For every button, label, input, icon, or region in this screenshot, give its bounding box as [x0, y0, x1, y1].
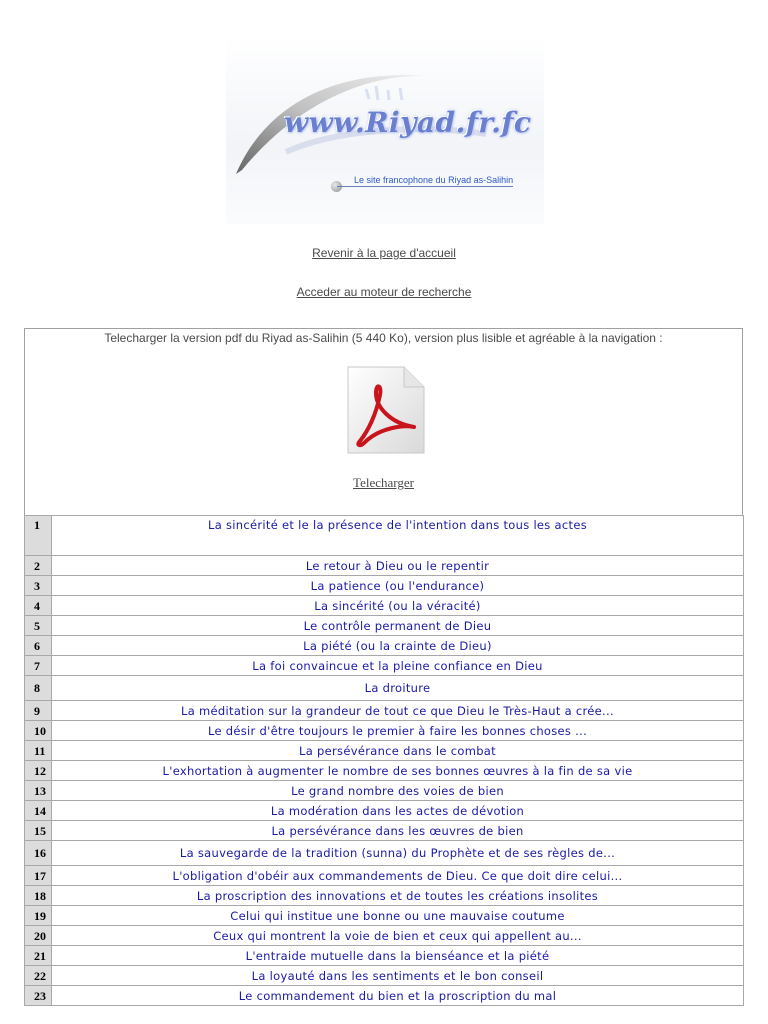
chapter-link[interactable]: La foi convaincue et la pleine confiance en Dieu — [52, 656, 744, 676]
chapter-link[interactable]: La méditation sur la grandeur de tout ce que Dieu le Très-Haut a crée... — [52, 701, 744, 721]
table-row — [25, 516, 744, 556]
chapter-link[interactable]: La droiture — [52, 676, 744, 701]
chapter-link[interactable]: Le désir d'être toujours le premier à faire les bonnes choses ... — [52, 721, 744, 741]
table-row — [25, 721, 744, 741]
chapter-number: 12 — [25, 761, 52, 781]
download-link[interactable]: Telecharger — [353, 475, 414, 490]
chapter-number: 11 — [25, 741, 52, 761]
site-tagline: Le site francophone du Riyad as-Salihin — [354, 175, 514, 185]
table-row — [25, 906, 744, 926]
pdf-icon[interactable] — [346, 365, 426, 457]
chapter-link[interactable]: Celui qui institue une bonne ou une mauvaise coutume — [52, 906, 744, 926]
chapter-number: 22 — [25, 966, 52, 986]
chapter-number: 18 — [25, 886, 52, 906]
chapter-link[interactable]: Ceux qui montrent la voie de bien et ceux qui appellent au... — [52, 926, 744, 946]
table-row — [25, 966, 744, 986]
table-row — [25, 596, 744, 616]
chapter-number: 17 — [25, 866, 52, 886]
chapter-link[interactable]: La persévérance dans le combat — [52, 741, 744, 761]
chapter-link[interactable]: La modération dans les actes de dévotion — [52, 801, 744, 821]
table-row — [25, 556, 744, 576]
table-row — [25, 866, 744, 886]
chapter-number: 16 — [25, 841, 52, 866]
chapter-number: 7 — [25, 656, 52, 676]
chapter-number: 13 — [25, 781, 52, 801]
table-row — [25, 656, 744, 676]
chapters-table — [24, 515, 744, 1006]
chapter-link[interactable]: L'entraide mutuelle dans la bienséance et la piété — [52, 946, 744, 966]
chapter-link[interactable]: La sincérité et le la présence de l'intention dans tous les actes — [52, 516, 744, 556]
chapter-link[interactable]: L'exhortation à augmenter le nombre de ses bonnes œuvres à la fin de sa vie — [52, 761, 744, 781]
table-row — [25, 676, 744, 701]
table-row — [25, 986, 744, 1006]
chapter-number: 2 — [25, 556, 52, 576]
table-row — [25, 761, 744, 781]
table-row — [25, 781, 744, 801]
chapter-link[interactable]: L'obligation d'obéir aux commandements de Dieu. Ce que doit dire celui... — [52, 866, 744, 886]
table-row — [25, 636, 744, 656]
table-row — [25, 841, 744, 866]
chapter-number: 20 — [25, 926, 52, 946]
home-link[interactable]: Revenir à la page d'accueil — [312, 246, 456, 260]
chapter-link[interactable]: Le contrôle permanent de Dieu — [52, 616, 744, 636]
chapter-number: 21 — [25, 946, 52, 966]
table-row — [25, 946, 744, 966]
site-banner — [226, 34, 544, 224]
table-row — [25, 741, 744, 761]
chapter-link[interactable]: Le retour à Dieu ou le repentir — [52, 556, 744, 576]
chapter-number: 10 — [25, 721, 52, 741]
chapter-number: 15 — [25, 821, 52, 841]
chapter-number: 14 — [25, 801, 52, 821]
table-row — [25, 701, 744, 721]
table-row — [25, 886, 744, 906]
chapter-link[interactable]: La proscription des innovations et de toutes les créations insolites — [52, 886, 744, 906]
chapter-link[interactable]: La sincérité (ou la véracité) — [52, 596, 744, 616]
site-logo-text: www.Riyad.fr.fc — [284, 106, 532, 139]
chapter-link[interactable]: La persévérance dans les œuvres de bien — [52, 821, 744, 841]
chapter-link[interactable]: La patience (ou l'endurance) — [52, 576, 744, 596]
chapter-number: 8 — [25, 676, 52, 701]
table-row — [25, 926, 744, 946]
download-box — [24, 328, 743, 516]
search-engine-link[interactable]: Acceder au moteur de recherche — [296, 285, 472, 299]
table-row — [25, 821, 744, 841]
chapter-link[interactable]: La piété (ou la crainte de Dieu) — [52, 636, 744, 656]
table-row — [25, 616, 744, 636]
chapter-number: 5 — [25, 616, 52, 636]
download-description: Telecharger la version pdf du Riyad as-Salihin (5 440 Ko), version plus lisible et agréable à la navigation : — [104, 331, 663, 345]
chapter-link[interactable]: La loyauté dans les sentiments et le bon conseil — [52, 966, 744, 986]
chapter-number: 6 — [25, 636, 52, 656]
chapter-number: 4 — [25, 596, 52, 616]
table-row — [25, 801, 744, 821]
chapter-number: 19 — [25, 906, 52, 926]
chapter-link[interactable]: Le grand nombre des voies de bien — [52, 781, 744, 801]
chapter-number: 3 — [25, 576, 52, 596]
chapter-number: 1 — [25, 516, 52, 556]
chapter-link[interactable]: La sauvegarde de la tradition (sunna) du Prophète et de ses règles de... — [52, 841, 744, 866]
chapter-link[interactable]: Le commandement du bien et la proscription du mal — [52, 986, 744, 1006]
table-row — [25, 576, 744, 596]
chapter-number: 23 — [25, 986, 52, 1006]
chapter-number: 9 — [25, 701, 52, 721]
tagline-rule — [337, 186, 513, 187]
